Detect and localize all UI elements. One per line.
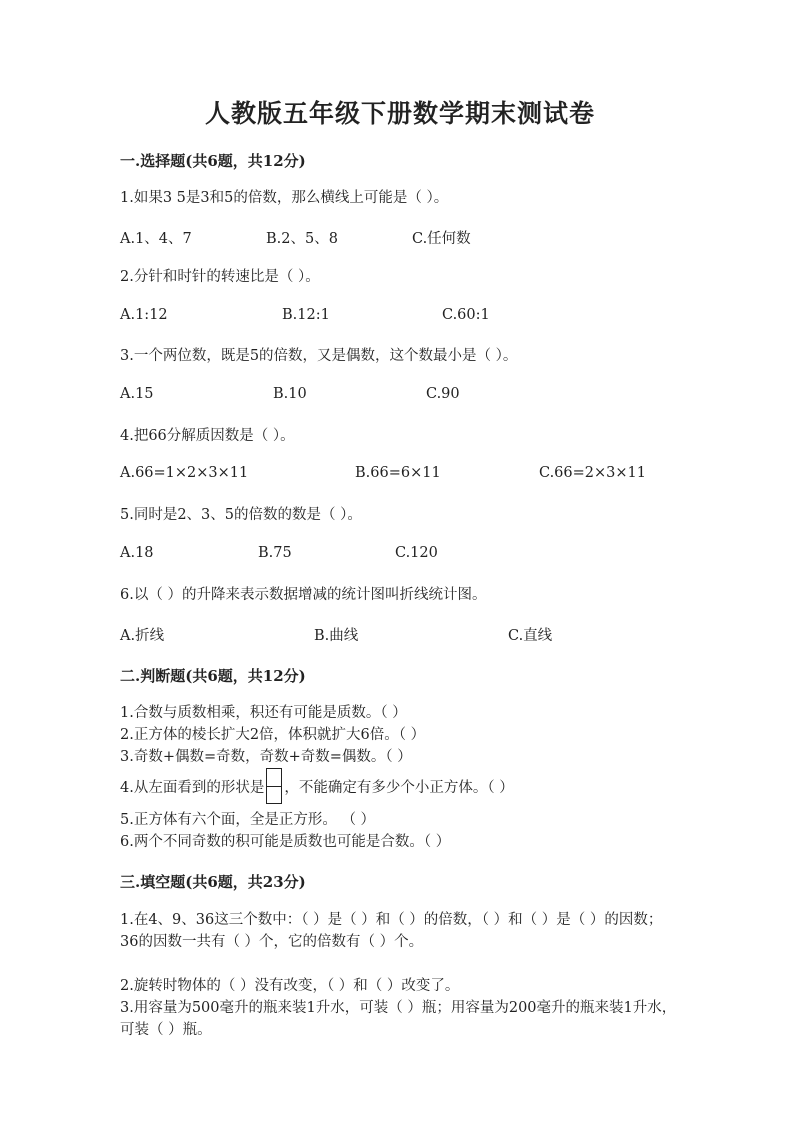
section-heading-choice: 一.选择题(共6题，共12分) — [120, 152, 306, 170]
page-title: 人教版五年级下册数学期末测试卷 — [204, 99, 595, 128]
option-c: C.60:1 — [442, 307, 490, 323]
question-stem: 4.把66分解质因数是（ ）。 — [120, 428, 295, 444]
option-b: B.10 — [273, 386, 307, 402]
option-a: A.1:12 — [120, 307, 168, 323]
question-stem: 1.在4、9、36这三个数中：（ ）是（ ）和（ ）的倍数，（ ）和（ ）是（ ）的因数；36的因数一共有（ ）个，它的倍数有（ ）个。 — [120, 912, 663, 950]
question-stem: 6.两个不同奇数的积可能是质数也可能是合数。（ ） — [120, 834, 451, 850]
option-c: C.直线 — [508, 628, 553, 644]
option-c: C.任何数 — [412, 231, 471, 247]
option-c: C.66=2×3×11 — [539, 465, 646, 481]
question-stem: 3.奇数+偶数=奇数，奇数+奇数=偶数。（ ） — [120, 749, 412, 765]
question-stem: 2.旋转时物体的（ ）没有改变，（ ）和（ ）改变了。 — [120, 978, 460, 994]
section-heading-judgement: 二.判断题(共6题，共12分) — [120, 667, 306, 685]
question-stem — [120, 768, 514, 804]
option-a: A.66=1×2×3×11 — [120, 465, 249, 481]
question-text-before: 4.从左面看到的形状是 — [120, 780, 265, 796]
option-a: A.15 — [120, 386, 154, 402]
section-heading-fill-blank: 三.填空题(共6题，共23分) — [120, 873, 306, 891]
question-stem: 2.正方体的棱长扩大2倍，体积就扩大6倍。（ ） — [120, 727, 426, 743]
question-stem: 3.用容量为500毫升的瓶来装1升水，可装（ ）瓶；用容量为200毫升的瓶来装1升水，可装（ ）瓶。 — [120, 1000, 677, 1038]
question-stem: 5.同时是2、3、5的倍数的数是（ ）。 — [120, 507, 362, 523]
question-stem: 1.合数与质数相乘，积还有可能是质数。（ ） — [120, 705, 407, 721]
option-c: C.90 — [426, 386, 460, 402]
question-stem: 1.如果3 5是3和5的倍数，那么横线上可能是（ ）。 — [120, 190, 449, 206]
question-stem: 3.一个两位数，既是5的倍数，又是偶数，这个数最小是（ ）。 — [120, 348, 518, 364]
question-stem: 6.以（ ）的升降来表示数据增减的统计图叫折线统计图。 — [120, 587, 487, 603]
option-b: B.66=6×11 — [355, 465, 441, 481]
option-a: A.1、4、7 — [120, 231, 192, 247]
stacked-squares-figure — [266, 768, 282, 804]
option-b: B.75 — [258, 545, 292, 561]
question-stem: 5.正方体有六个面，全是正方形。 （ ） — [120, 812, 376, 828]
option-b: B.12:1 — [282, 307, 330, 323]
option-b: B.2、5、8 — [266, 231, 338, 247]
option-b: B.曲线 — [314, 628, 359, 644]
question-stem: 2.分针和时针的转速比是（ ）。 — [120, 269, 320, 285]
option-a: A.折线 — [120, 628, 165, 644]
option-a: A.18 — [120, 545, 154, 561]
question-text-after: ，不能确定有多少个小正方体。（ ） — [284, 780, 514, 796]
option-c: C.120 — [395, 545, 438, 561]
